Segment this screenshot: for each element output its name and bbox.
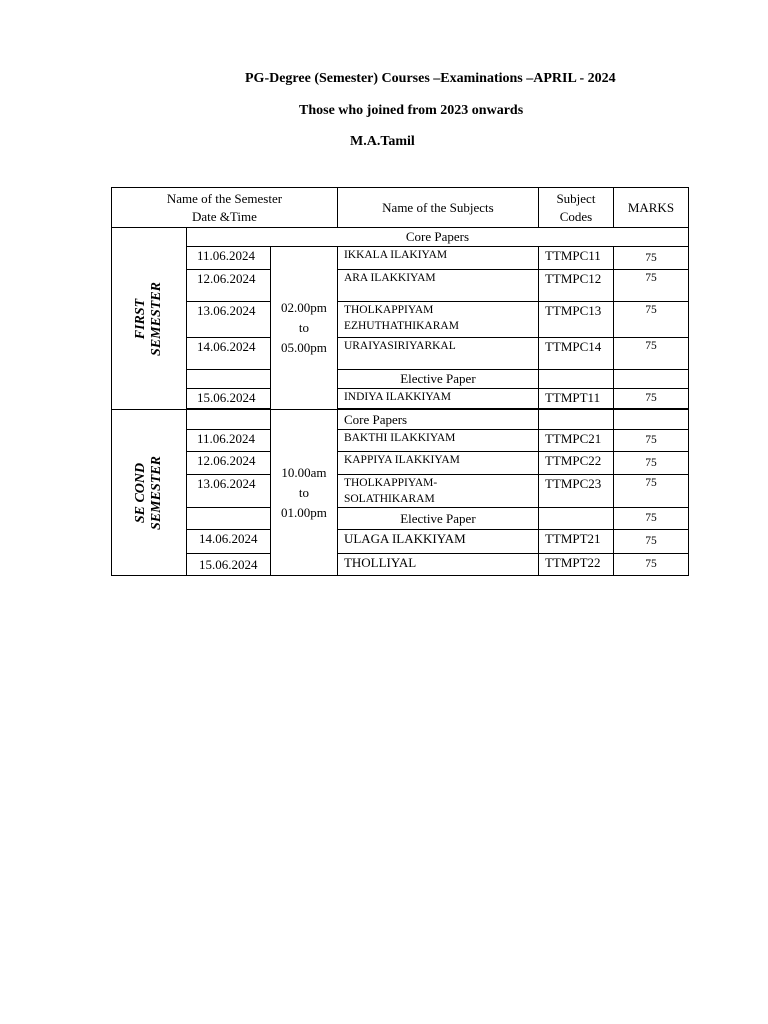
table-row bbox=[112, 247, 689, 270]
table-row bbox=[112, 302, 689, 338]
exam-date: 15.06.2024 bbox=[186, 554, 270, 576]
subject-marks: 75 bbox=[613, 430, 688, 452]
table-row bbox=[112, 554, 689, 576]
subject-marks: 75 bbox=[613, 338, 688, 370]
table-row bbox=[112, 410, 689, 430]
exam-date: 11.06.2024 bbox=[186, 247, 270, 270]
table-row bbox=[112, 452, 689, 475]
header-codes-line2: Codes bbox=[559, 208, 593, 224]
subject-marks: 75 bbox=[613, 452, 688, 475]
empty-code-cell bbox=[538, 370, 613, 389]
exam-date: 12.06.2024 bbox=[186, 270, 270, 302]
subject-name bbox=[337, 302, 538, 338]
subject-code: TTMPC23 bbox=[538, 475, 613, 508]
subject-code: TTMPC13 bbox=[538, 302, 613, 338]
course-name: M.A.Tamil bbox=[350, 134, 415, 149]
first-core-papers-title: Core Papers bbox=[186, 228, 688, 247]
empty-date-cell bbox=[186, 508, 270, 530]
empty-code-cell bbox=[538, 410, 613, 430]
subject-name: THOLLIYAL bbox=[337, 554, 538, 576]
table-row bbox=[112, 530, 689, 554]
subject-marks: 75 bbox=[613, 389, 688, 409]
second-semester-label-line1: SE COND bbox=[132, 462, 148, 523]
exam-date: 15.06.2024 bbox=[186, 389, 270, 409]
header-marks: MARKS bbox=[613, 188, 688, 228]
subject-code: TTMPT21 bbox=[538, 530, 613, 554]
table-header-row bbox=[112, 188, 689, 228]
subject-code: TTMPC22 bbox=[538, 452, 613, 475]
subject-marks: 75 bbox=[613, 530, 688, 554]
first-semester-label bbox=[112, 228, 187, 410]
table-row bbox=[112, 228, 689, 247]
first-time-start: 02.00pm bbox=[281, 300, 327, 315]
document-title: PG-Degree (Semester) Courses –Examinations –APRIL - 2024 bbox=[245, 71, 616, 86]
empty-marks-cell bbox=[613, 370, 688, 389]
subject-name-line2: EZHUTHATHIKARAM bbox=[343, 320, 459, 332]
subject-marks: 75 bbox=[613, 270, 688, 302]
header-subject-codes bbox=[538, 188, 613, 228]
subject-name-line1: THOLKAPPIYAM- bbox=[343, 477, 438, 489]
second-semester-label bbox=[112, 410, 187, 576]
exam-date: 13.06.2024 bbox=[186, 475, 270, 508]
empty-marks-cell bbox=[613, 410, 688, 430]
subject-marks: 75 bbox=[613, 554, 688, 576]
second-semester-time bbox=[270, 410, 337, 576]
header-semester-label: Name of the Semester bbox=[166, 190, 283, 206]
empty-date-cell bbox=[186, 410, 270, 430]
exam-date: 13.06.2024 bbox=[186, 302, 270, 338]
exam-date: 12.06.2024 bbox=[186, 452, 270, 475]
header-date-time-label: Date &Time bbox=[192, 208, 257, 224]
subject-name: INDIYA ILAKKIYAM bbox=[337, 389, 538, 409]
subject-code: TTMPC12 bbox=[538, 270, 613, 302]
exam-date: 14.06.2024 bbox=[186, 530, 270, 554]
exam-timetable bbox=[111, 187, 689, 576]
subject-name bbox=[337, 475, 538, 508]
empty-date-cell bbox=[186, 370, 270, 389]
second-semester-label-line2: SEMESTER bbox=[148, 455, 164, 530]
subject-name: KAPPIYA ILAKKIYAM bbox=[337, 452, 538, 475]
subject-name: URAIYASIRIYARKAL bbox=[337, 338, 538, 370]
exam-date: 14.06.2024 bbox=[186, 338, 270, 370]
document-subtitle: Those who joined from 2023 onwards bbox=[299, 103, 524, 118]
subject-name: BAKTHI ILAKKIYAM bbox=[337, 430, 538, 452]
first-semester-time bbox=[270, 247, 337, 410]
subject-name: ARA ILAKKIYAM bbox=[337, 270, 538, 302]
subject-code: TTMPC21 bbox=[538, 430, 613, 452]
subject-name-line1: THOLKAPPIYAM bbox=[343, 304, 434, 316]
table-row bbox=[112, 389, 689, 409]
subject-marks: 75 bbox=[613, 247, 688, 270]
exam-date: 11.06.2024 bbox=[186, 430, 270, 452]
table-row bbox=[112, 270, 689, 302]
second-time-to: to bbox=[298, 484, 309, 500]
second-time-start: 10.00am bbox=[281, 464, 327, 480]
table-row bbox=[112, 508, 689, 530]
second-time-end: 01.00pm bbox=[281, 504, 327, 520]
second-core-papers-title: Core Papers bbox=[337, 410, 538, 430]
empty-code-cell bbox=[538, 508, 613, 530]
subject-code: TTMPC14 bbox=[538, 338, 613, 370]
table-row bbox=[112, 338, 689, 370]
table-row bbox=[112, 475, 689, 508]
header-semester-date-time bbox=[112, 188, 338, 228]
subject-name-line2: SOLATHIKARAM bbox=[343, 493, 435, 505]
subject-code: TTMPT22 bbox=[538, 554, 613, 576]
subject-marks: 75 bbox=[613, 475, 688, 508]
table-row bbox=[112, 430, 689, 452]
header-codes-line1: Subject bbox=[556, 190, 596, 206]
subject-code: TTMPT11 bbox=[538, 389, 613, 409]
first-semester-label-line2: SEMESTER bbox=[148, 281, 164, 356]
elective-marks: 75 bbox=[613, 508, 688, 530]
subject-marks: 75 bbox=[613, 302, 688, 338]
second-elective-paper-title: Elective Paper bbox=[337, 508, 538, 530]
first-time-to: to bbox=[298, 320, 309, 335]
first-elective-paper-title: Elective Paper bbox=[337, 370, 538, 389]
header-subjects: Name of the Subjects bbox=[337, 188, 538, 228]
subject-name: ULAGA ILAKKIYAM bbox=[337, 530, 538, 554]
subject-code: TTMPC11 bbox=[538, 247, 613, 270]
subject-name: IKKALA ILAKIYAM bbox=[337, 247, 538, 270]
first-time-end: 05.00pm bbox=[281, 340, 327, 355]
table-row bbox=[112, 370, 689, 389]
first-semester-label-line1: FIRST bbox=[132, 298, 148, 339]
